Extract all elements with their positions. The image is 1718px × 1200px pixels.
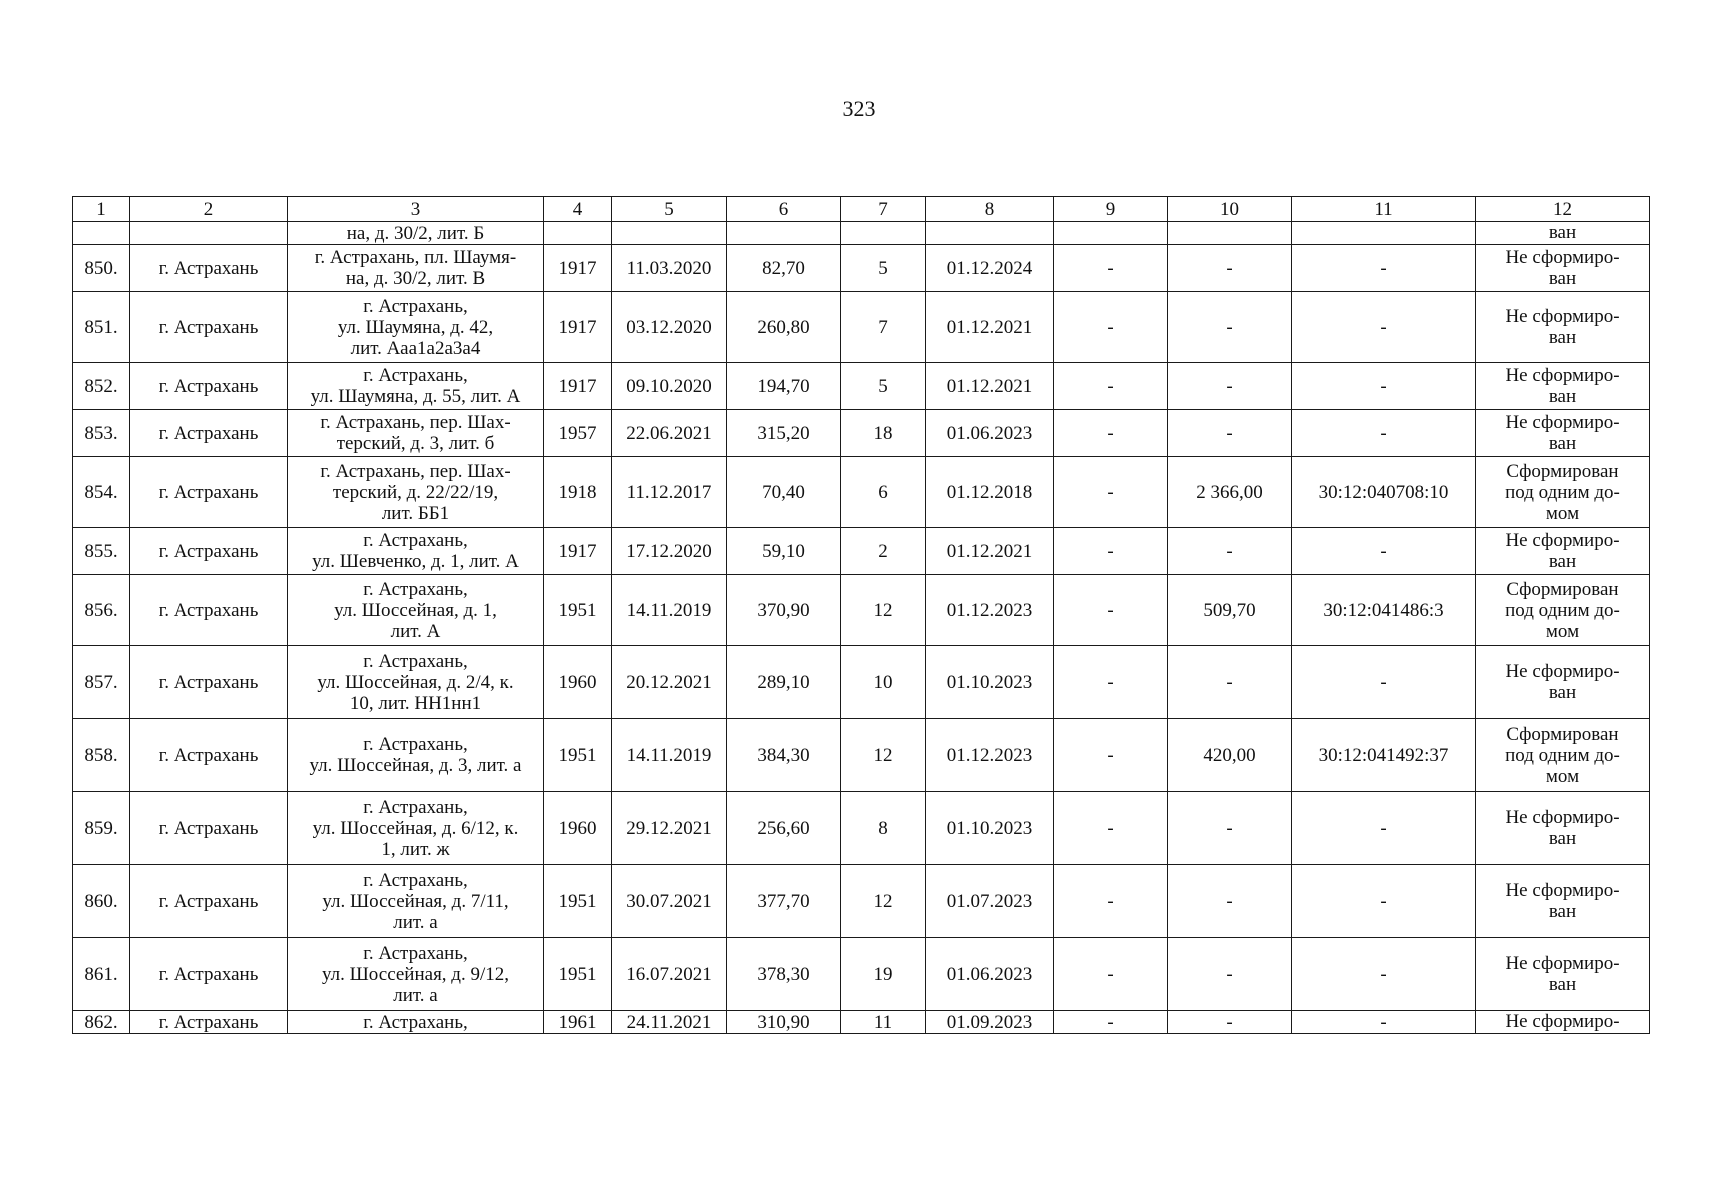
land-status-cell: Не сформиро- ван	[1476, 410, 1650, 457]
city-cell: г. Астрахань	[130, 363, 288, 410]
area-cell: 310,90	[727, 1011, 841, 1034]
area-cell: 82,70	[727, 245, 841, 292]
land-status-cell: Не сформиро- ван	[1476, 292, 1650, 363]
deadline-cell: 01.12.2018	[926, 457, 1054, 528]
land-status-cell: Не сформиро- ван	[1476, 245, 1650, 292]
land-area-cell: 2 366,00	[1168, 457, 1292, 528]
land-status-cell: Не сформиро- ван	[1476, 363, 1650, 410]
col9-cell: -	[1054, 245, 1168, 292]
address-cell: г. Астрахань, ул. Шоссейная, д. 2/4, к. 10, лит. НН1нн1	[288, 646, 544, 719]
land-status-cell: Не сформиро- ван	[1476, 528, 1650, 575]
land-status-cell: Сформирован под одним до- мом	[1476, 719, 1650, 792]
row-number-cell: 854.	[73, 457, 130, 528]
address-cell: г. Астрахань, ул. Шевченко, д. 1, лит. А	[288, 528, 544, 575]
table-row	[73, 292, 1650, 363]
count-cell: 10	[841, 646, 926, 719]
area-cell: 315,20	[727, 410, 841, 457]
land-area-cell: -	[1168, 363, 1292, 410]
table-row	[73, 457, 1650, 528]
col9-cell: -	[1054, 528, 1168, 575]
date-cell: 17.12.2020	[612, 528, 727, 575]
deadline-cell: 01.12.2024	[926, 245, 1054, 292]
page-number: 323	[842, 96, 876, 121]
area-cell: 260,80	[727, 292, 841, 363]
address-cell: г. Астрахань, пер. Шах- терский, д. 3, лит. б	[288, 410, 544, 457]
deadline-cell: 01.10.2023	[926, 792, 1054, 865]
col9-cell: -	[1054, 719, 1168, 792]
col9-cell	[1054, 222, 1168, 245]
column-number: 2	[130, 197, 288, 222]
row-number-cell: 859.	[73, 792, 130, 865]
cadastral-number-cell: -	[1292, 245, 1476, 292]
count-cell: 5	[841, 245, 926, 292]
cadastral-number-cell: -	[1292, 865, 1476, 938]
address-cell: г. Астрахань, ул. Шоссейная, д. 7/11, лит. а	[288, 865, 544, 938]
column-number: 9	[1054, 197, 1168, 222]
table-row	[73, 245, 1650, 292]
count-cell: 6	[841, 457, 926, 528]
land-status-cell: Сформирован под одним до- мом	[1476, 457, 1650, 528]
date-cell: 14.11.2019	[612, 575, 727, 646]
year-cell: 1951	[544, 719, 612, 792]
land-status-cell: Не сформиро- ван	[1476, 646, 1650, 719]
area-cell: 59,10	[727, 528, 841, 575]
year-cell: 1917	[544, 245, 612, 292]
deadline-cell: 01.09.2023	[926, 1011, 1054, 1034]
city-cell: г. Астрахань	[130, 646, 288, 719]
date-cell: 14.11.2019	[612, 719, 727, 792]
table-row	[73, 719, 1650, 792]
address-cell: г. Астрахань, пл. Шаумя- на, д. 30/2, лит. В	[288, 245, 544, 292]
deadline-cell: 01.12.2021	[926, 292, 1054, 363]
deadline-cell: 01.12.2023	[926, 575, 1054, 646]
row-number-cell: 856.	[73, 575, 130, 646]
cadastral-number-cell: -	[1292, 792, 1476, 865]
continuation-row	[73, 222, 1650, 245]
year-cell	[544, 222, 612, 245]
deadline-cell: 01.06.2023	[926, 410, 1054, 457]
land-area-cell: -	[1168, 865, 1292, 938]
land-status-cell: Не сформиро- ван	[1476, 865, 1650, 938]
city-cell: г. Астрахань	[130, 575, 288, 646]
city-cell: г. Астрахань	[130, 528, 288, 575]
year-cell: 1951	[544, 575, 612, 646]
area-cell: 289,10	[727, 646, 841, 719]
row-number-cell: 857.	[73, 646, 130, 719]
count-cell: 8	[841, 792, 926, 865]
column-number: 10	[1168, 197, 1292, 222]
table-row	[73, 938, 1650, 1011]
year-cell: 1951	[544, 865, 612, 938]
cadastral-number-cell: -	[1292, 938, 1476, 1011]
land-status-cell: Не сформиро- ван	[1476, 792, 1650, 865]
year-cell: 1918	[544, 457, 612, 528]
row-number-cell	[73, 222, 130, 245]
column-number: 11	[1292, 197, 1476, 222]
column-number: 1	[73, 197, 130, 222]
land-area-cell: 509,70	[1168, 575, 1292, 646]
count-cell: 5	[841, 363, 926, 410]
table-row	[73, 528, 1650, 575]
housing-registry-table	[72, 196, 1650, 1034]
col9-cell: -	[1054, 938, 1168, 1011]
cadastral-number-cell: -	[1292, 363, 1476, 410]
cadastral-number-cell: -	[1292, 646, 1476, 719]
land-area-cell	[1168, 222, 1292, 245]
table-row	[73, 410, 1650, 457]
col9-cell: -	[1054, 865, 1168, 938]
column-number-header-row	[73, 197, 1650, 222]
date-cell: 09.10.2020	[612, 363, 727, 410]
row-number-cell: 852.	[73, 363, 130, 410]
date-cell: 24.11.2021	[612, 1011, 727, 1034]
table-row	[73, 363, 1650, 410]
area-cell: 384,30	[727, 719, 841, 792]
area-cell: 256,60	[727, 792, 841, 865]
column-number: 3	[288, 197, 544, 222]
city-cell	[130, 222, 288, 245]
count-cell	[841, 222, 926, 245]
cadastral-number-cell: 30:12:041486:3	[1292, 575, 1476, 646]
row-number-cell: 858.	[73, 719, 130, 792]
year-cell: 1917	[544, 528, 612, 575]
year-cell: 1960	[544, 792, 612, 865]
row-number-cell: 853.	[73, 410, 130, 457]
address-cell: г. Астрахань, ул. Шоссейная, д. 6/12, к. 1, лит. ж	[288, 792, 544, 865]
land-area-cell: -	[1168, 646, 1292, 719]
area-cell: 377,70	[727, 865, 841, 938]
column-number: 5	[612, 197, 727, 222]
city-cell: г. Астрахань	[130, 410, 288, 457]
address-cell: г. Астрахань, ул. Шоссейная, д. 9/12, лит. а	[288, 938, 544, 1011]
city-cell: г. Астрахань	[130, 865, 288, 938]
land-area-cell: -	[1168, 528, 1292, 575]
count-cell: 18	[841, 410, 926, 457]
count-cell: 12	[841, 865, 926, 938]
address-cell: г. Астрахань,	[288, 1011, 544, 1034]
deadline-cell: 01.12.2023	[926, 719, 1054, 792]
count-cell: 2	[841, 528, 926, 575]
city-cell: г. Астрахань	[130, 457, 288, 528]
land-area-cell: -	[1168, 410, 1292, 457]
city-cell: г. Астрахань	[130, 938, 288, 1011]
cadastral-number-cell: -	[1292, 292, 1476, 363]
land-status-cell: Не сформиро- ван	[1476, 938, 1650, 1011]
land-area-cell: -	[1168, 1011, 1292, 1034]
date-cell: 22.06.2021	[612, 410, 727, 457]
area-cell	[727, 222, 841, 245]
col9-cell: -	[1054, 292, 1168, 363]
deadline-cell: 01.12.2021	[926, 528, 1054, 575]
row-number-cell: 860.	[73, 865, 130, 938]
date-cell: 20.12.2021	[612, 646, 727, 719]
area-cell: 194,70	[727, 363, 841, 410]
area-cell: 370,90	[727, 575, 841, 646]
date-cell: 30.07.2021	[612, 865, 727, 938]
address-cell: на, д. 30/2, лит. Б	[288, 222, 544, 245]
col9-cell: -	[1054, 363, 1168, 410]
cadastral-number-cell: -	[1292, 410, 1476, 457]
cadastral-number-cell: -	[1292, 1011, 1476, 1034]
col9-cell: -	[1054, 792, 1168, 865]
count-cell: 11	[841, 1011, 926, 1034]
row-number-cell: 855.	[73, 528, 130, 575]
address-cell: г. Астрахань, ул. Шоссейная, д. 1, лит. А	[288, 575, 544, 646]
address-cell: г. Астрахань, ул. Шаумяна, д. 55, лит. А	[288, 363, 544, 410]
date-cell: 11.03.2020	[612, 245, 727, 292]
count-cell: 12	[841, 719, 926, 792]
table-row	[73, 865, 1650, 938]
address-cell: г. Астрахань, пер. Шах- терский, д. 22/22/19, лит. ББ1	[288, 457, 544, 528]
cadastral-number-cell	[1292, 222, 1476, 245]
land-status-cell: Не сформиро-	[1476, 1011, 1650, 1034]
land-area-cell: -	[1168, 292, 1292, 363]
row-number-cell: 862.	[73, 1011, 130, 1034]
date-cell: 03.12.2020	[612, 292, 727, 363]
row-number-cell: 850.	[73, 245, 130, 292]
table-row	[73, 1011, 1650, 1034]
table-row	[73, 646, 1650, 719]
column-number: 6	[727, 197, 841, 222]
year-cell: 1917	[544, 292, 612, 363]
land-area-cell: 420,00	[1168, 719, 1292, 792]
count-cell: 12	[841, 575, 926, 646]
deadline-cell: 01.06.2023	[926, 938, 1054, 1011]
col9-cell: -	[1054, 575, 1168, 646]
cadastral-number-cell: 30:12:040708:10	[1292, 457, 1476, 528]
column-number: 4	[544, 197, 612, 222]
table-row	[73, 575, 1650, 646]
deadline-cell	[926, 222, 1054, 245]
count-cell: 19	[841, 938, 926, 1011]
city-cell: г. Астрахань	[130, 719, 288, 792]
column-number: 12	[1476, 197, 1650, 222]
year-cell: 1960	[544, 646, 612, 719]
land-area-cell: -	[1168, 245, 1292, 292]
address-cell: г. Астрахань, ул. Шоссейная, д. 3, лит. а	[288, 719, 544, 792]
area-cell: 378,30	[727, 938, 841, 1011]
row-number-cell: 851.	[73, 292, 130, 363]
deadline-cell: 01.12.2021	[926, 363, 1054, 410]
year-cell: 1961	[544, 1011, 612, 1034]
land-status-cell: Сформирован под одним до- мом	[1476, 575, 1650, 646]
col9-cell: -	[1054, 646, 1168, 719]
year-cell: 1957	[544, 410, 612, 457]
date-cell: 29.12.2021	[612, 792, 727, 865]
column-number: 7	[841, 197, 926, 222]
table-row	[73, 792, 1650, 865]
column-number: 8	[926, 197, 1054, 222]
date-cell: 16.07.2021	[612, 938, 727, 1011]
area-cell: 70,40	[727, 457, 841, 528]
year-cell: 1917	[544, 363, 612, 410]
land-area-cell: -	[1168, 938, 1292, 1011]
date-cell: 11.12.2017	[612, 457, 727, 528]
cadastral-number-cell: 30:12:041492:37	[1292, 719, 1476, 792]
city-cell: г. Астрахань	[130, 292, 288, 363]
address-cell: г. Астрахань, ул. Шаумяна, д. 42, лит. Ааа1а2а3а4	[288, 292, 544, 363]
city-cell: г. Астрахань	[130, 1011, 288, 1034]
col9-cell: -	[1054, 457, 1168, 528]
city-cell: г. Астрахань	[130, 245, 288, 292]
deadline-cell: 01.07.2023	[926, 865, 1054, 938]
deadline-cell: 01.10.2023	[926, 646, 1054, 719]
date-cell	[612, 222, 727, 245]
city-cell: г. Астрахань	[130, 792, 288, 865]
row-number-cell: 861.	[73, 938, 130, 1011]
year-cell: 1951	[544, 938, 612, 1011]
land-status-cell: ван	[1476, 222, 1650, 245]
land-area-cell: -	[1168, 792, 1292, 865]
cadastral-number-cell: -	[1292, 528, 1476, 575]
col9-cell: -	[1054, 1011, 1168, 1034]
col9-cell: -	[1054, 410, 1168, 457]
count-cell: 7	[841, 292, 926, 363]
